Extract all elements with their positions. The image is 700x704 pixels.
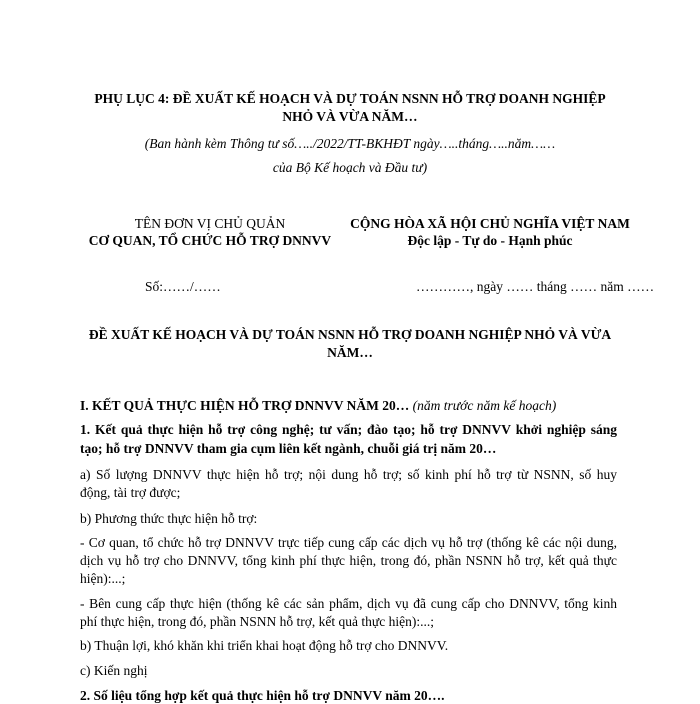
agency-name: TÊN ĐƠN VỊ CHỦ QUẢN: [134, 216, 286, 231]
para-b: b) Phương thức thực hiện hỗ trợ:: [80, 511, 258, 526]
national-motto: Độc lập - Tự do - Hạnh phúc: [407, 233, 573, 248]
item-2-heading: 2. Số liệu tổng hợp kết quả thực hiện hỗ trợ DNNVV năm 20….: [80, 688, 445, 703]
item-1-line2: tạo; hỗ trợ DNNVV tham gia cụm liên kết ngành, chuỗi giá trị năm 20…: [80, 441, 497, 456]
para-b2-line2: phí thực hiện, trong đó, phần NSNN hỗ trợ, kết quả thực hiện):...;: [80, 614, 434, 629]
issued-note-line2: của Bộ Kế hoạch và Đầu tư): [272, 160, 428, 175]
document-title-line1: ĐỀ XUẤT KẾ HOẠCH VÀ DỰ TOÁN NSNN HỖ TRỢ DOANH NGHIỆP NHỎ VÀ VỪA: [88, 327, 612, 342]
para-a-line2: động, tài trợ được;: [80, 485, 181, 500]
para-a-line1: a) Số lượng DNNVV thực hiện hỗ trợ; nội dung hỗ trợ; số kinh phí hỗ trợ từ NSNN, số huy: [80, 467, 617, 482]
issued-note-line1: (Ban hành kèm Thông tư số…../2022/TT-BKHĐT ngày…..tháng…..năm……: [144, 136, 556, 151]
para-b1-line1: - Cơ quan, tổ chức hỗ trợ DNNVV trực tiếp cung cấp các dịch vụ hỗ trợ (thống kê các nội dung,: [80, 535, 617, 550]
document-title-line2: NĂM…: [327, 345, 373, 360]
para-b1-line3: hiện):...;: [80, 571, 126, 586]
section-1-heading-note: (năm trước năm kế hoạch): [412, 398, 557, 413]
section-1-heading: [80, 398, 556, 414]
document-number: Số:……/……: [145, 279, 221, 294]
appendix-title-line1: PHỤ LỤC 4: ĐỀ XUẤT KẾ HOẠCH VÀ DỰ TOÁN NSNN HỖ TRỢ DOANH NGHIỆP: [94, 91, 606, 106]
para-c: c) Kiến nghị: [80, 663, 148, 678]
support-organization: CƠ QUAN, TỔ CHỨC HỖ TRỢ DNNVV: [88, 233, 332, 248]
para-b2-line1: - Bên cung cấp thực hiện (thống kê các sản phẩm, dịch vụ đã cung cấp cho DNNVV, tổng kinh: [80, 596, 617, 611]
document-date: …………, ngày …… tháng …… năm ……: [416, 279, 655, 294]
section-1-heading-text: I. KẾT QUẢ THỰC HIỆN HỖ TRỢ DNNVV NĂM 20…: [80, 398, 410, 413]
para-b-difficulties: b) Thuận lợi, khó khăn khi triển khai hoạt động hỗ trợ cho DNNVV.: [80, 638, 449, 653]
para-b1-line2: dịch vụ hỗ trợ cho DNNVV, tổng kinh phí thực hiện, trong đó, phần NSNN hỗ trợ, kết quả thực: [80, 553, 617, 568]
appendix-title-line2: NHỎ VÀ VỪA NĂM…: [282, 109, 418, 124]
national-title: CỘNG HÒA XÃ HỘI CHỦ NGHĨA VIỆT NAM: [350, 216, 630, 231]
item-1-line1: 1. Kết quả thực hiện hỗ trợ công nghệ; tư vấn; đào tạo; hỗ trợ DNNVV khởi nghiệp sáng: [80, 422, 617, 437]
